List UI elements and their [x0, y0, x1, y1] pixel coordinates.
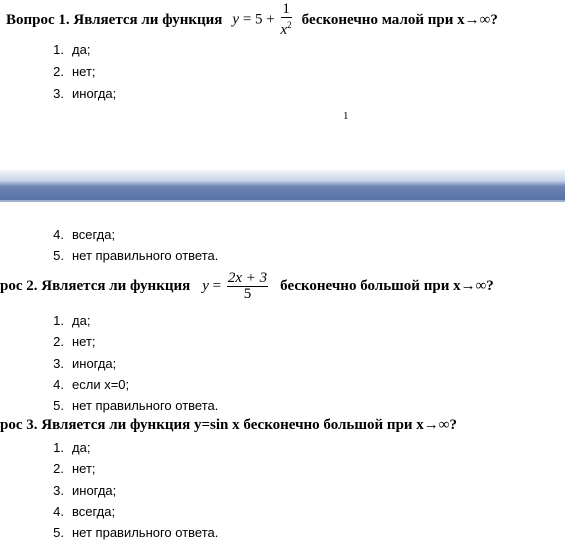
formula-lhs: y: [202, 277, 209, 294]
list-item: [42, 483, 116, 498]
list-number: 3.: [53, 356, 64, 371]
list-number: 4.: [53, 504, 64, 519]
list-item: [42, 440, 90, 455]
question-2-prefix: рос 2. Является ли функция: [0, 277, 191, 294]
fraction-numerator: 1: [282, 1, 290, 17]
question-3-heading: рос 3. Является ли функция y=sin x бесконечно большой при x→∞?: [0, 417, 457, 433]
option-text: нет;: [72, 334, 96, 349]
option-text: да;: [72, 42, 91, 57]
list-number: 5.: [53, 248, 64, 263]
option-text: нет;: [72, 64, 96, 79]
question-1-suffix: бесконечно малой при x→∞?: [301, 11, 498, 28]
option-text: всегда;: [72, 504, 116, 519]
option-text: нет правильного ответа.: [72, 525, 219, 540]
list-item: [42, 64, 96, 79]
page-number: 1: [343, 110, 349, 122]
fraction-denominator: [281, 18, 292, 38]
option-text: всегда;: [72, 227, 116, 242]
list-item: [42, 334, 96, 349]
list-item: [42, 504, 115, 519]
list-number: 5.: [53, 398, 64, 413]
list-item: [42, 377, 129, 392]
denominator-base: x: [280, 22, 288, 38]
list-item: [42, 227, 115, 242]
list-number: 5.: [53, 525, 64, 540]
list-item: [42, 356, 116, 371]
formula-fraction: [281, 2, 292, 38]
page-break-edge: [0, 200, 565, 202]
list-item: [42, 313, 90, 328]
list-item: [42, 525, 218, 540]
option-text: да;: [72, 440, 91, 455]
fraction-denominator: 5: [243, 285, 252, 302]
question-2-suffix: бесконечно большой при x→∞?: [280, 277, 494, 294]
option-text: иногда;: [72, 356, 117, 371]
question-1-formula: [232, 2, 293, 38]
list-number: 1.: [53, 440, 64, 455]
option-text: нет правильного ответа.: [72, 248, 219, 263]
page-break-separator: [0, 170, 565, 200]
fraction-numerator: 2x + 3: [227, 269, 268, 286]
option-text: нет правильного ответа.: [72, 398, 219, 413]
list-item: [42, 42, 90, 57]
formula-lhs: y: [232, 11, 240, 28]
question-1-prefix: Вопрос 1. Является ли функция: [6, 11, 223, 28]
denominator-exponent: 2: [287, 20, 292, 30]
question-2-formula: [202, 271, 270, 302]
list-item: [42, 461, 96, 476]
list-number: 3.: [53, 86, 64, 101]
list-item: [42, 248, 218, 263]
list-number: 3.: [53, 483, 64, 498]
list-item: [42, 398, 218, 413]
question-1-heading: [6, 2, 498, 38]
list-number: 2.: [53, 461, 64, 476]
list-number: 4.: [53, 377, 64, 392]
formula-eq: = 5 +: [242, 11, 275, 28]
question-2-heading: [0, 266, 494, 306]
option-text: если x=0;: [72, 377, 130, 392]
formula-eq: =: [212, 277, 222, 294]
list-item: [42, 86, 116, 101]
option-text: иногда;: [72, 86, 117, 101]
list-number: 1.: [53, 313, 64, 328]
list-number: 2.: [53, 64, 64, 79]
option-text: нет;: [72, 461, 96, 476]
option-text: да;: [72, 313, 91, 328]
list-number: 2.: [53, 334, 64, 349]
list-number: 1.: [53, 42, 64, 57]
option-text: иногда;: [72, 483, 117, 498]
list-number: 4.: [53, 227, 64, 242]
formula-fraction: [227, 271, 268, 302]
